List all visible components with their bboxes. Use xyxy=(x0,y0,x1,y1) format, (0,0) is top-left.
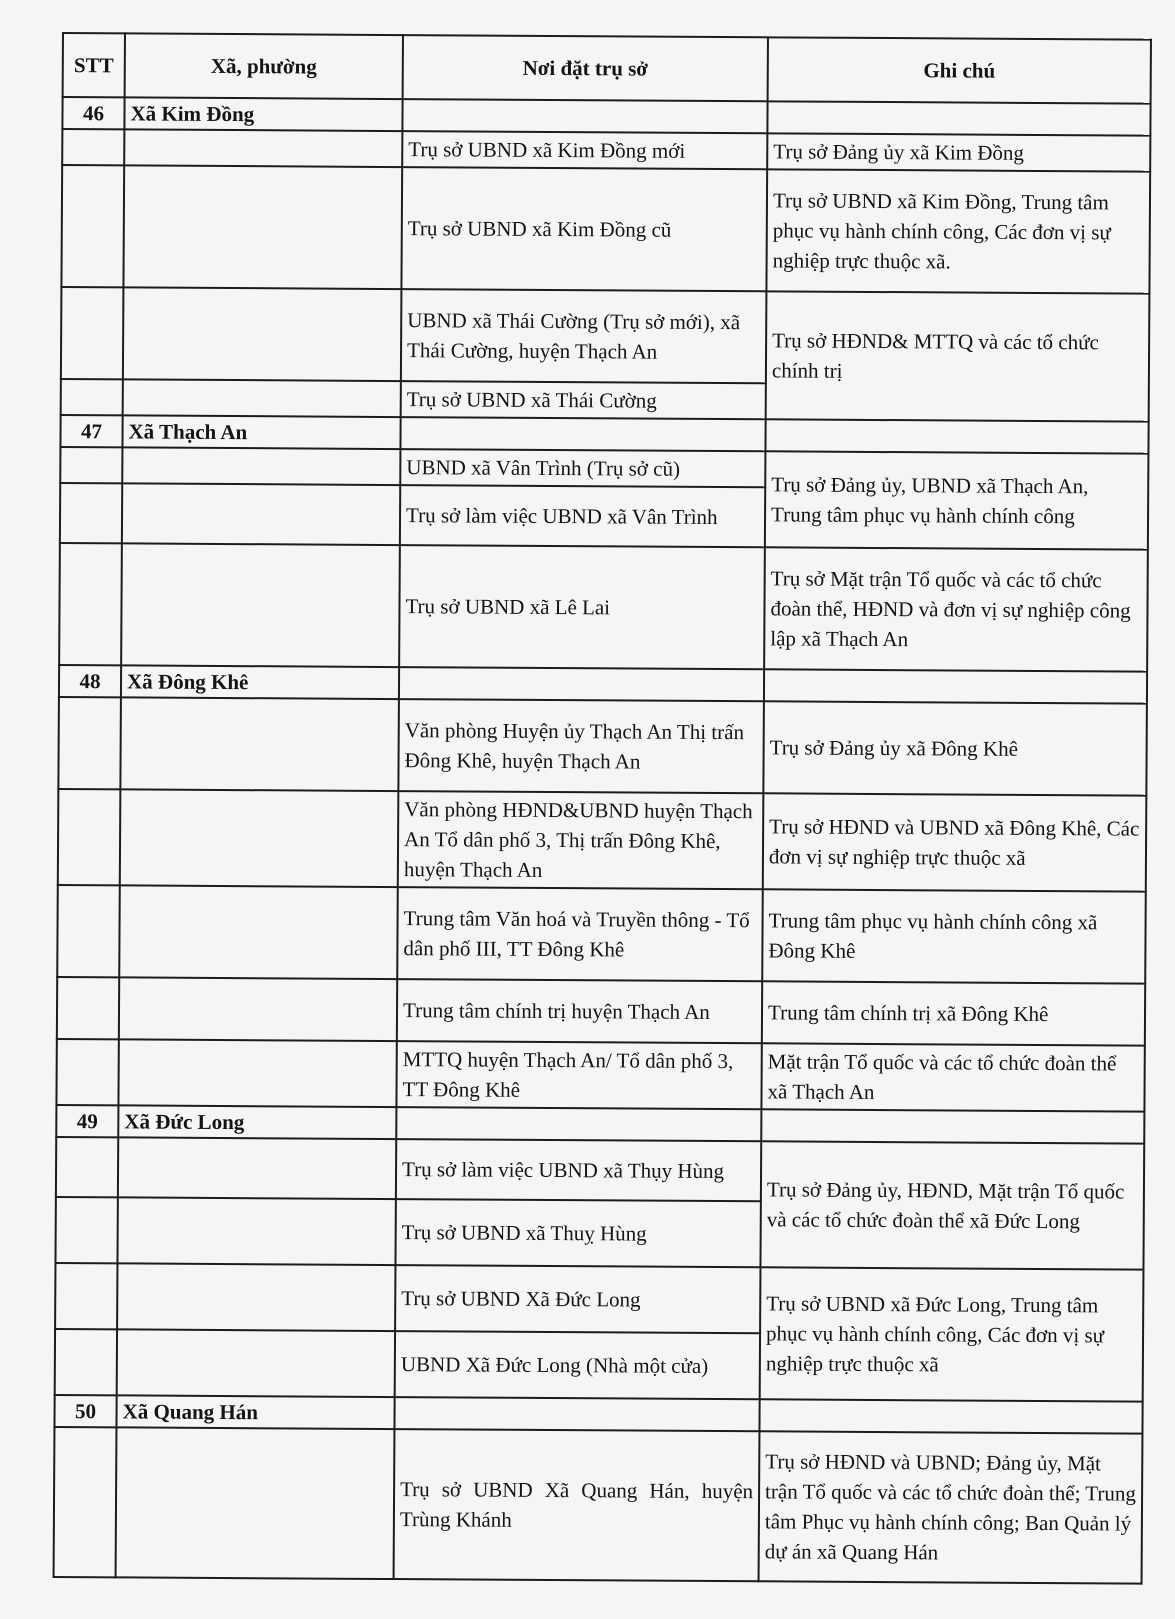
header-location: Nơi đặt trụ sở xyxy=(403,35,768,101)
table-row xyxy=(56,1137,1144,1204)
note-cell: Trụ sở HĐND& MTTQ và các tổ chức chính trị xyxy=(766,291,1150,421)
note-cell: Trụ sở HĐND và UBND; Đảng ủy, Mặt trận Tổ quốc và các tổ chức đoàn thể; Trung tâm Phục vụ hành chính công; Ban Quản lý dự án xã Quang Hán xyxy=(759,1431,1143,1583)
place-cell: UBND Xã Đức Long (Nhà một cửa) xyxy=(395,1331,760,1399)
note-cell: Trụ sở Đảng ủy xã Đông Khê xyxy=(763,701,1147,795)
note-cell: Trung tâm chính trị xã Đông Khê xyxy=(762,981,1145,1045)
group-stt: 47 xyxy=(60,415,122,447)
table-row xyxy=(54,1427,1143,1584)
group-stt: 48 xyxy=(59,665,121,697)
headquarters-table xyxy=(53,32,1152,1585)
place-cell: Trụ sở UBND Xã Quang Hán, huyện Trùng Khánh xyxy=(394,1429,760,1581)
table-row xyxy=(58,697,1147,796)
note-cell: Trụ sở UBND xã Kim Đồng, Trung tâm phục vụ hành chính công, Các đơn vị sự nghiệp trực thuộc xã. xyxy=(766,169,1150,293)
place-cell: Văn phòng Huyện ủy Thạch An Thị trấn Đông Khê, huyện Thạch An xyxy=(398,699,764,793)
group-name: Xã Thạch An xyxy=(122,415,400,449)
table-row xyxy=(57,977,1145,1046)
note-cell: Trụ sở HĐND và UBND xã Đông Khê, Các đơn vị sự nghiệp trực thuộc xã xyxy=(763,793,1147,891)
group-stt: 46 xyxy=(62,97,124,129)
note-cell: Trung tâm phục vụ hành chính công xã Đông Khê xyxy=(762,889,1146,983)
place-cell: Trụ sở UBND xã Lê Lai xyxy=(399,545,765,669)
table-row xyxy=(61,165,1150,294)
table-row xyxy=(56,1039,1144,1112)
header-note: Ghi chú xyxy=(768,37,1151,103)
group-stt: 50 xyxy=(54,1395,116,1427)
header-row xyxy=(63,33,1151,104)
place-cell: Văn phòng HĐND&UBND huyện Thạch An Tổ dân phố 3, Thị trấn Đông Khê, huyện Thạch An xyxy=(398,791,764,889)
note-cell: Trụ sở Đảng ủy, UBND xã Thạch An, Trung tâm phục vụ hành chính công xyxy=(765,451,1149,549)
place-cell: Trung tâm chính trị huyện Thạch An xyxy=(397,979,762,1043)
place-cell: Trụ sở UBND xã Thái Cường xyxy=(401,381,766,419)
note-cell: Trụ sở Đảng ủy, HĐND, Mặt trận Tổ quốc và các tổ chức đoàn thể xã Đức Long xyxy=(760,1141,1144,1269)
note-cell: Trụ sở UBND xã Đức Long, Trung tâm phục vụ hành chính công, Các đơn vị sự nghiệp trực thuộc xã xyxy=(760,1267,1144,1401)
place-cell: Trụ sở làm việc UBND xã Vân Trình xyxy=(400,485,765,547)
group-name: Xã Đức Long xyxy=(118,1105,396,1139)
note-cell: Trụ sở Đảng ủy xã Kim Đồng xyxy=(767,133,1150,171)
place-cell: MTTQ huyện Thạch An/ Tổ dân phố 3, TT Đông Khê xyxy=(396,1041,761,1109)
place-cell: Trụ sở UBND Xã Đức Long xyxy=(395,1265,760,1333)
table-row xyxy=(58,789,1147,892)
group-name: Xã Kim Đồng xyxy=(124,97,402,131)
table-row xyxy=(55,1263,1143,1336)
place-cell: Trụ sở UBND xã Kim Đồng cũ xyxy=(401,167,767,291)
note-cell: Trụ sở Mặt trận Tổ quốc và các tổ chức đoàn thể, HĐND và đơn vị sự nghiệp công lập xã Thạch An xyxy=(764,547,1148,671)
place-cell: Trụ sở làm việc UBND xã Thụy Hùng xyxy=(396,1139,761,1201)
group-name: Xã Quang Hán xyxy=(116,1395,394,1429)
note-cell: Mặt trận Tổ quốc và các tổ chức đoàn thể xã Thạch An xyxy=(761,1043,1144,1111)
place-cell: Trụ sở UBND xã Kim Đồng mới xyxy=(402,131,767,169)
place-cell: Trung tâm Văn hoá và Truyền thông - Tổ dân phố III, TT Đông Khê xyxy=(397,887,763,981)
table-row xyxy=(61,287,1150,386)
place-cell: UBND xã Thái Cường (Trụ sở mới), xã Thái Cường, huyện Thạch An xyxy=(401,289,767,383)
group-name: Xã Đông Khê xyxy=(121,665,399,699)
table-row xyxy=(57,885,1146,984)
group-stt: 49 xyxy=(56,1105,118,1137)
table-row xyxy=(59,543,1148,672)
place-cell: UBND xã Vân Trình (Trụ sở cũ) xyxy=(400,449,765,487)
place-cell: Trụ sở UBND xã Thuỵ Hùng xyxy=(395,1199,760,1267)
header-stt: STT xyxy=(63,33,125,97)
header-commune: Xã, phường xyxy=(125,33,403,99)
